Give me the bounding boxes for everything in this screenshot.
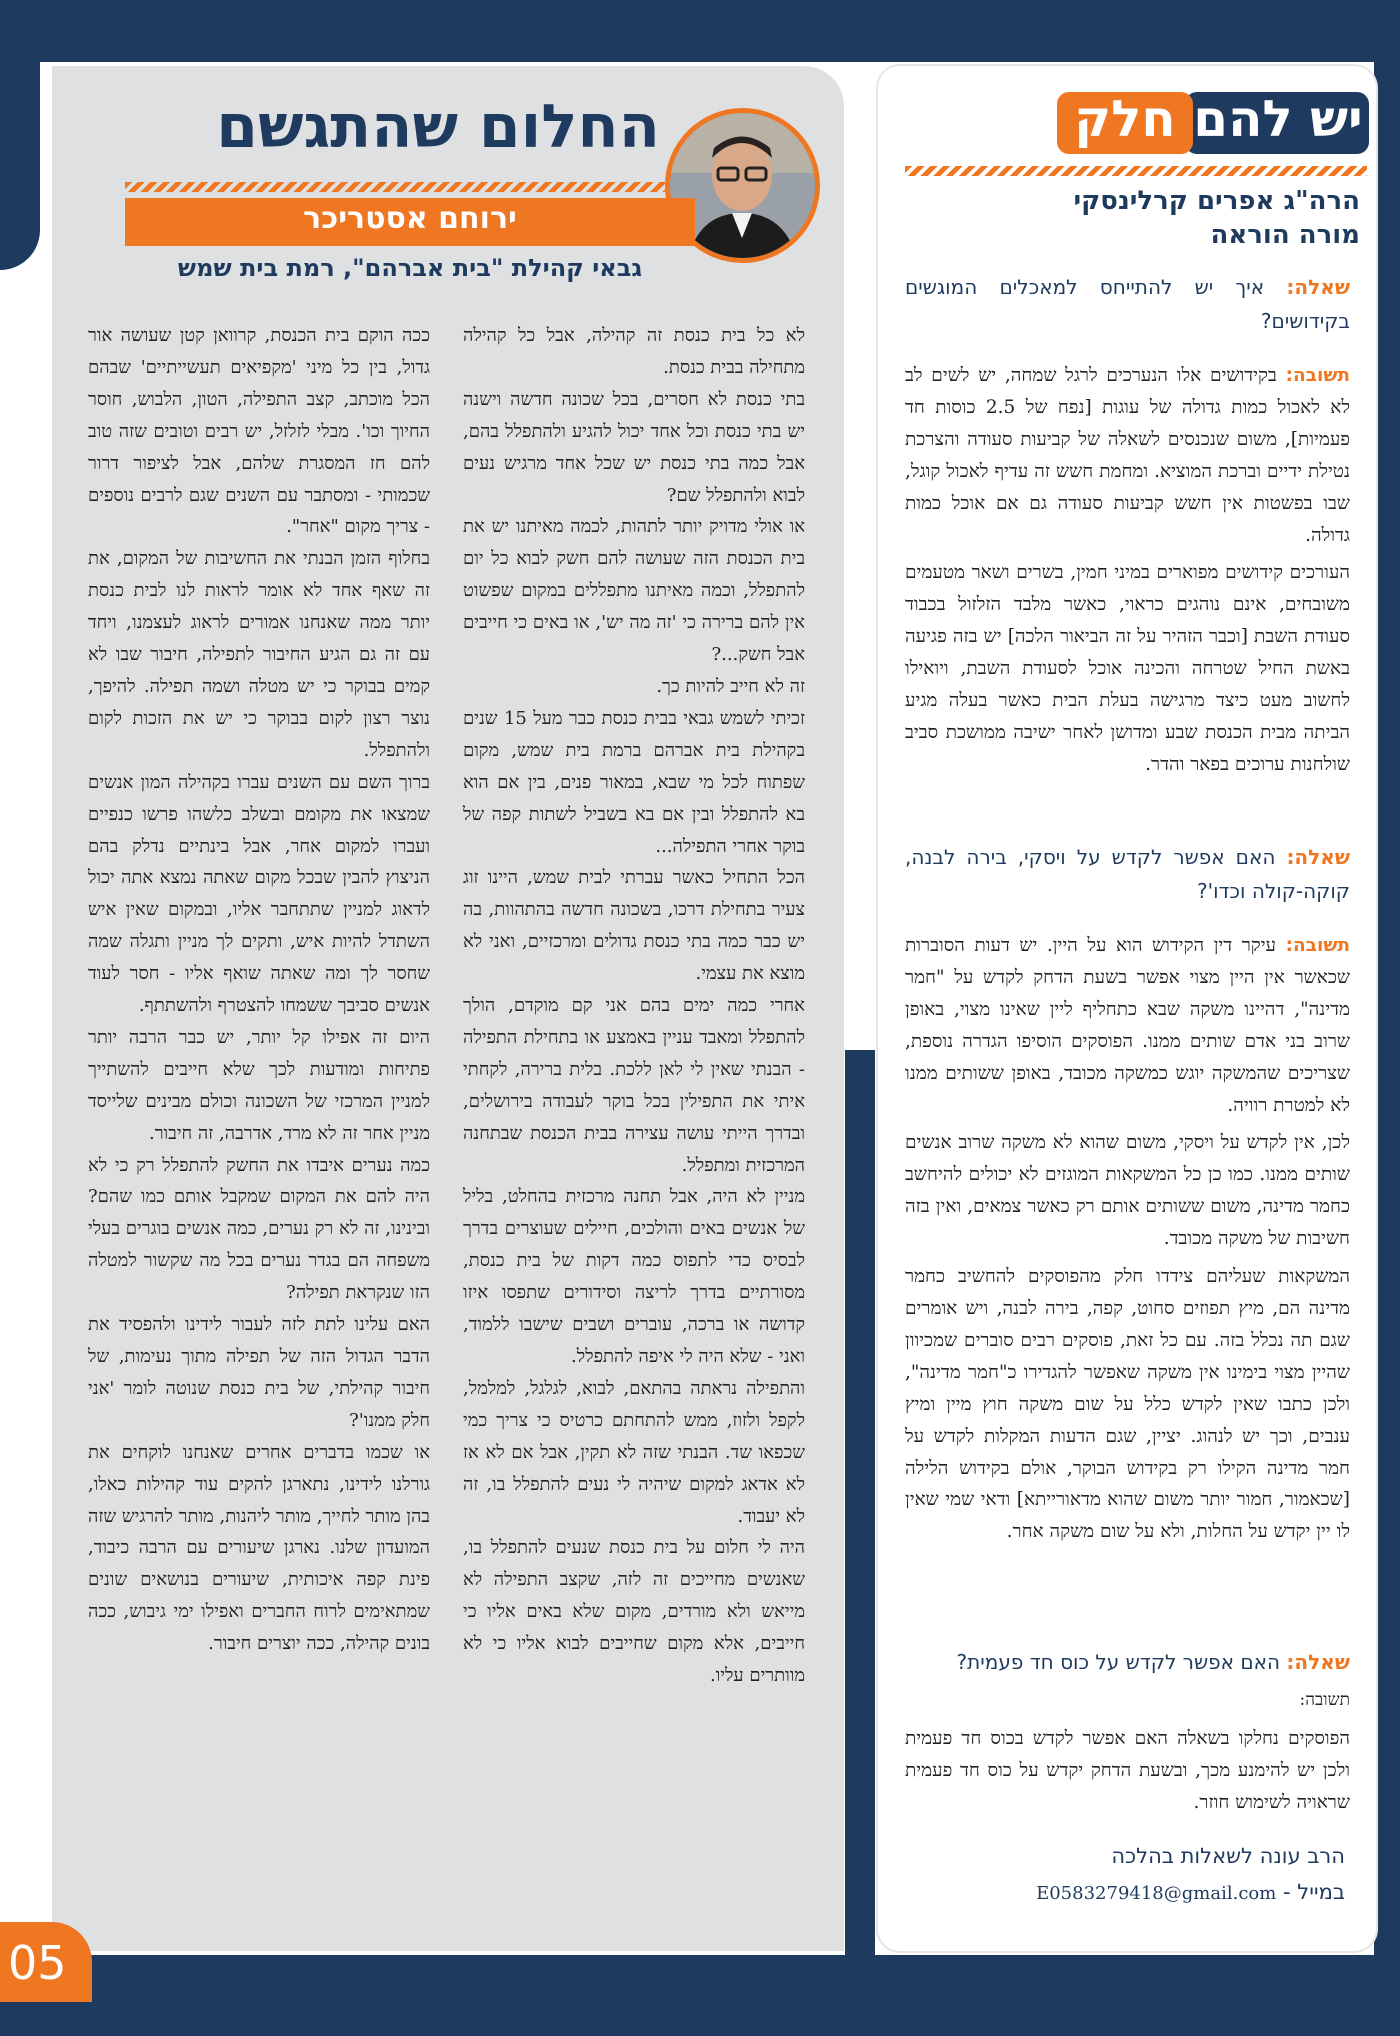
- column-divider: [845, 1050, 875, 2010]
- decorative-stripes: [125, 182, 665, 192]
- article-paragraph: בתי כנסת לא חסרים, בכל שכונה חדשה וישנה יש בתי כנסת וכל אחד יכול להגיע ולהתפלל בהם, אבל כמה בתי כנסת יש שכל אחד מרגיש נעים לבוא ולהתפלל שם?: [463, 388, 805, 506]
- right-border: [1374, 0, 1400, 2036]
- article-author: ירוחם אסטריכר: [303, 201, 517, 236]
- page-number: 05: [8, 1936, 67, 1990]
- article-paragraph: זה לא חייב להיות כך.: [656, 675, 805, 697]
- article-paragraph: לא כל בית כנסת זה קהילה, אבל כל קהילה מתחילה בבית כנסת.: [463, 325, 805, 378]
- faq-footer: [905, 1838, 1345, 1912]
- answer-paragraph: העורכים קידושים מפוארים במיני חמין, בשרים ושאר מטעמים משובחים, אינם נוהגים כראוי, כאשר מלבד הזלזול בכבוד סעודת השבת [וכבר הזהיר על זה הביאור הלכה] יש בזה פגיעה באשת החיל שטרחה והכינה אוכל לסעודת השבת, ויואילו לחשוב מעט כיצד מרגישה בעלת הבית כאשר בעלה מגיע הביתה מבית הכנסת שבע ומדושן לאחר ישיבה ממושכת סביב שולחנות ערוכים בפאר והדר.: [905, 562, 1350, 775]
- article-subtitle: גבאי קהילת "בית אברהם", רמת בית שמש: [177, 254, 643, 282]
- article-paragraph: כמה נערים איבדו את החשק להתפלל רק כי לא היה להם את המקום שמקבל אותם כמו שהם? ובינינו, זה לא רק נערים, כמה אנשים בוגרים בעלי משפחה הם בגדר נערים בכל מה שקשור למטלה הזו שנקראת תפילה?: [88, 1154, 430, 1304]
- answer-label: תשובה:: [1285, 935, 1350, 956]
- decorative-stripes: [905, 166, 1367, 176]
- article-paragraph: מניין לא היה, אבל תחנה מרכזית בהחלט, בליל של אנשים באים והולכים, חיילים שעוצרים בדרך לבסיס כדי לתפוס כמה דקות של בית כנסת, מסורתיים בדרך לריצה וסידורים שתפסו איזו קדושה או ברכה, עוברים ושבים שישבו ללמוד, ואני - שלא היה לי איפה להתפלל.: [463, 1186, 805, 1367]
- article-paragraph: והתפילה נראתה בהתאם, לבוא, לגלגל, למלמל, לקפל ולזוז, ממש להתחתם כרטיס כי צריך כמי שכפאו שד. הבנתי שזה לא תקין, אבל אם לא אז לא אדאג למקום שיהיה לי נעים להתפלל בו, זה לא יעבוד.: [463, 1377, 805, 1527]
- article-paragraph: זכיתי לשמש גבאי בבית כנסת כבר מעל 15 שנים בקהילת בית אברהם ברמת בית שמש, מקום שפתוח לכל מי שבא, במאור פנים, בין אם הוא בא להתפלל ובין אם בא בשביל לשתות קפה של בוקר אחרי התפילה...: [463, 707, 805, 857]
- faq-author-name: הרה"ג אפרים קרלינסקי: [1073, 186, 1360, 216]
- answer-paragraph: עיקר דין הקידוש הוא על היין. יש דעות הסוברות שכאשר אין היין מצוי אפשר בשעת הדחק לקדש על "חמר מדינה", דהיינו משקה שבא כתחליף ליין שאינו מצוי, באופן שרוב בני אדם שותים ממנו. הפוסקים הוסיפו הגדרה נוספת, שצריכים שהמשקה יוגש כמשקה מכובד, באופן ששותים ממנו לא למטרת רוויה.: [905, 935, 1350, 1116]
- answer-label: תשובה:: [1299, 1690, 1350, 1710]
- faq-author-role: מורה הוראה: [1210, 220, 1360, 250]
- question-text: האם אפשר לקדש על ויסקי, בירה לבנה, קוקה-קולה וכדו'?: [905, 845, 1350, 903]
- left-corner-decoration: [0, 0, 40, 270]
- answer-paragraph: בקידושים אלו הנערכים לרגל שמחה, יש לשים לב לא לאכול כמות גדולה של עוגות [נפח של 2.5 כוסות חד פעמיות], משום שנכנסים לשאלה של קביעות סעודה והצרכת נטילת ידיים וברכת המוציא. ומחמת חשש זה עדיף לאכול קוגל, שבו בפשטות אין חשש קביעות סעודה גם אם אוכל כמות גדולה.: [905, 365, 1350, 546]
- question-text: האם אפשר לקדש על כוס חד פעמית?: [956, 1650, 1281, 1674]
- article-paragraph: האם עלינו לתת לזה לעבור לידינו ולהפסיד את הדבר הגדול הזה של תפילה מתוך נעימות, של חיבור קהילתי, של בית כנסת שנוטה לומר 'אני חלק ממנו'?: [88, 1314, 430, 1431]
- email-link[interactable]: E0583279418@gmail.com: [1036, 1883, 1277, 1904]
- section-header-part1: יש להם: [1193, 90, 1363, 148]
- answer-paragraph: המשקאות שעליהם צידדו חלק מהפוסקים להחשיב כחמר מדינה הם, מיץ תפוזים סחוט, קפה, בירה לבנה, ויש אומרים שגם תה נכלל בזה. עם כל זאת, פוסקים רבים סוברים שמכיוון שהיין מצוי בימינו אין משקה שאפשר להגדירו כ"חמר מדינה", ולכן כתבו שאין לקדש כלל על שום משקה חוץ מיין ומיץ ענבים, וכך יש לנהוג. יציין, שגם הדעות המקלות לקדש על חמר מדינה הקילו רק בקידוש הבוקר, אולם בקידוש הלילה [שכאמור, חמור יותר משום שהוא מדאורייתא] ודאי שמי שאין לו יין יקדש על החלות, ולא על שום משקה אחר.: [905, 1266, 1350, 1543]
- faq-item-2: [905, 840, 1350, 1554]
- question-label: שאלה:: [1286, 845, 1351, 869]
- top-border: [0, 0, 1400, 62]
- email-prefix: במייל -: [1283, 1880, 1345, 1904]
- article-column-left: [88, 320, 430, 1660]
- question-label: שאלה:: [1286, 275, 1350, 299]
- article-paragraph: היום זה אפילו קל יותר, יש כבר הרבה יותר פתיחות ומודעות לכך שלא חייבים להשתייך למניין המרכזי של השכונה וכולם מבינים שלייסד מניין אחר זה לא מרד, אדרבה, זה חיבור.: [88, 1026, 430, 1144]
- faq-item-1: [905, 270, 1350, 787]
- faq-item-3: [905, 1645, 1350, 1825]
- article-paragraph: אחרי כמה ימים בהם אני קם מוקדם, הולך להתפלל ומאבד עניין באמצע או בתחילת התפילה - הבנתי שאין לי לאן ללכת. בלית ברירה, לקחתי איתי את התפילין בכל בוקר לעבודה בירושלים, ובדרך הייתי עושה עצירה בבית הכנסת שבתחנה המרכזית ומתפלל.: [463, 995, 805, 1176]
- article-paragraph: בחלוף הזמן הבנתי את החשיבות של המקום, את זה שאף אחד לא אומר לראות לנו לבית כנסת יותר ממה שאנחנו אמורים לראוג לעצמנו, ויחד עם זה גם הגיע החיבור לתפילה, חיבור שבו לא קמים בבוקר כי יש מטלה ושמה תפילה. להיפך, נוצר רצון לקום בבוקר כי יש את הזכות לקום ולהתפלל.: [88, 548, 430, 761]
- answer-paragraph: לכן, אין לקדש על ויסקי, משום שהוא לא משקה שרוב אנשים שותים ממנו. כמו כן כל המשקאות המוגזים לא יכולים להיחשב כחמר מדינה, משום ששותים אותם רק כאשר צמאים, ואין בזה חשיבות של משקה מכובד.: [905, 1132, 1350, 1250]
- article-title: החלום שהתגשם: [216, 92, 660, 162]
- article-column-right: [463, 320, 805, 1692]
- answer-label: תשובה:: [1285, 365, 1350, 386]
- answer-paragraph: הפוסקים נחלקו בשאלה האם אפשר לקדש בכוס חד פעמית ולכן יש להימנע מכך, ובשעת הדחק יקדש על כוס חד פעמית שראויה לשימוש חוזר.: [905, 1727, 1350, 1813]
- article-paragraph: ככה הוקם בית הכנסת, קרוואן קטן שעושה אור גדול, בין כל מיני 'מקפיאים תעשייתיים' שבהם הכל מוכתב, קצב התפילה, הטון, הלבוש, חוסר החיוך וכו'. מבלי לזלזל, יש רבים וטובים שזה טוב להם חז המסגרת שלהם, אבל לציפור דרור שכמותי - ומסתבר עם השנים שגם לרבים נוספים - צריך מקום "אחר".: [88, 325, 430, 538]
- article-paragraph: היה לי חלום על בית כנסת שנעים להתפלל בו, שאנשים מחייכים זה לזה, שקצב התפילה לא מייאש ולא מורדים, מקום שלא באים אליו כי חייבים, אלא מקום שחייבים לבוא אליו כי לא מוותרים עליו.: [463, 1537, 805, 1687]
- question-text: איך יש להתייחס למאכלים המוגשים בקידושים?: [905, 275, 1350, 333]
- footer-line: הרב עונה לשאלות בהלכה: [1111, 1844, 1345, 1868]
- article-paragraph: או אולי מדויק יותר לתהות, לכמה מאיתנו יש את בית הכנסת הזה שעושה להם חשק לבוא כל יום להתפלל, וכמה מאיתנו מתפללים במקום שפשוט אין להם ברירה כי 'זה מה יש', או באים כי חייבים אבל חשק...?: [463, 516, 805, 666]
- faq-author: [905, 184, 1360, 252]
- question-label: שאלה:: [1286, 1650, 1350, 1674]
- article-paragraph: או שכמו בדברים אחרים שאנחנו לוקחים את גורלנו לידינו, נתארגן להקים עוד קהילות כאלו, בהן מותר לחייך, מותר ליהנות, מותר להרגיש שזה המועדון שלנו. נארגן שיעורים עם הרבה כיבוד, פינת קפה איכותית, שיעורים בנושאים שונים שמתאימים לרוח החברים ואפילו ימי גיבוש, ככה בונים קהילה, ככה יוצרים חיבור.: [88, 1441, 430, 1655]
- article-paragraph: ברוך השם עם השנים עברו בקהילה המון אנשים שמצאו את מקומם ובשלב כלשהו פרשו כנפיים ועברו למקום אחר, אבל בינתיים נדלק בהם הניצוץ להבין שבכל מקום שאתה נמצא אתה יכול לדאוג למניין שתתחבר אליו, ובמקום שאין איש השתדל להיות איש, ותקים לך מניין ותגלה שמה שחסר לך ומה שאתה שואף אליו - חסר לעוד אנשים סביבך ששמחו להצטרף ולהשתתף.: [88, 771, 430, 1017]
- article-paragraph: הכל התחיל כאשר עברתי לבית שמש, היינו זוג צעיר בתחילת דרכו, בשכונה חדשה בהתהוות, בה יש כבר כמה בתי כנסת גדולים ומרכזיים, ואני לא מוצא את עצמי.: [463, 867, 805, 985]
- bottom-border: [0, 1955, 1400, 2036]
- section-header-part2: חלק: [1074, 90, 1176, 148]
